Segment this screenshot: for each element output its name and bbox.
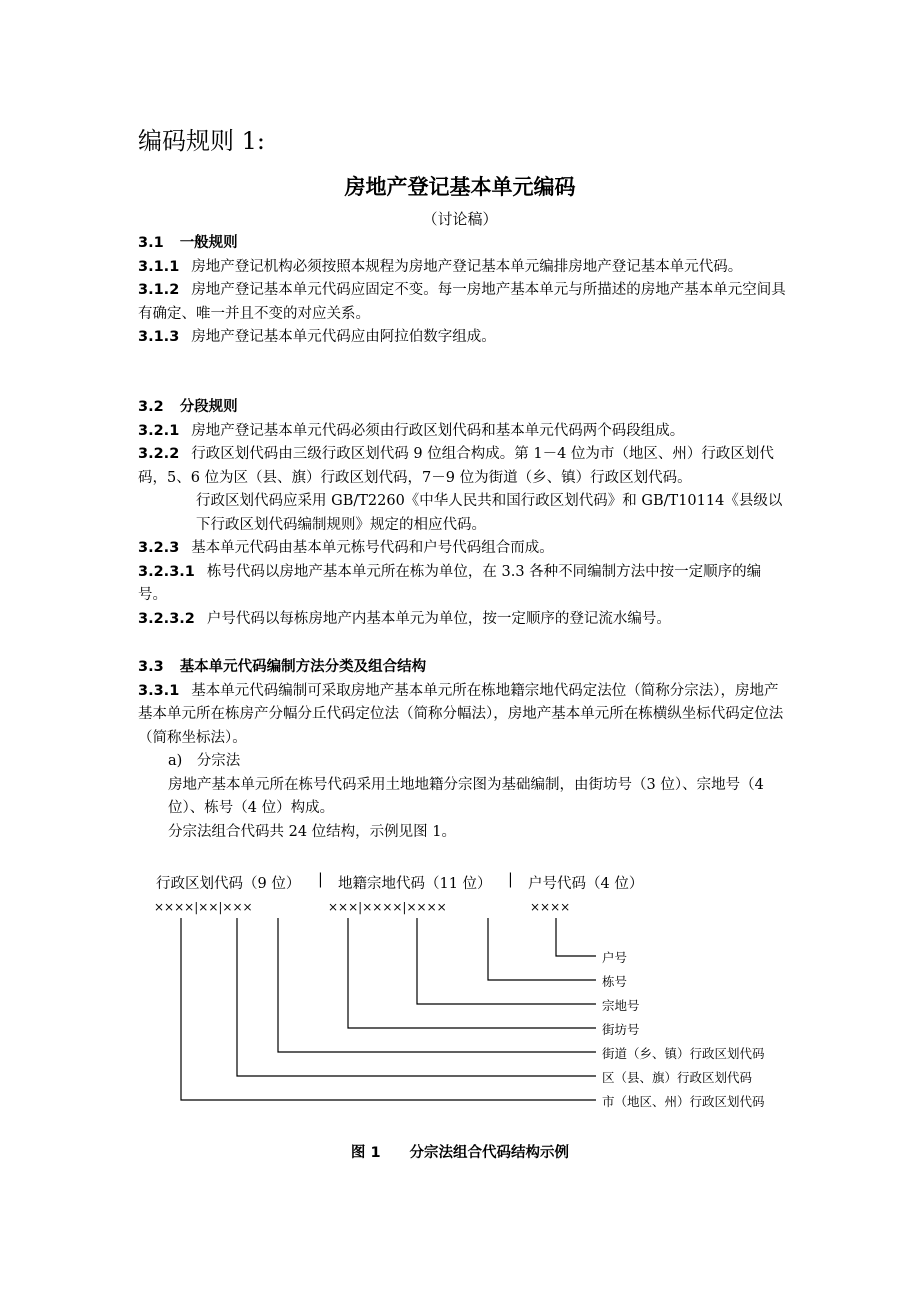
code-structure-diagram [150,872,810,1122]
section-heading: 3.1 一般规则 [138,235,238,251]
label-donghao: 栋号 [602,974,628,989]
section-heading: 3.2 分段规则 [138,399,238,415]
item-a: a) 分宗法 [168,753,241,769]
label-jiefanghao: 街坊号 [602,1022,640,1037]
code-pattern-admin: ××××|××|××× [154,900,253,914]
leader-line-huhao [556,918,596,956]
section-3-2 [138,396,788,631]
paragraph-fenzong-desc: 房地产基本单元所在栋号代码采用土地地籍分宗图为基础编制，由街坊号（3 位）、宗地号（4 位）、栋号（4 位）构成。 [168,776,764,816]
leader-line-zongdihao [417,918,596,1004]
paragraph-3-1-2: 3.1.2 房地产登记基本单元代码应固定不变。每一房地产基本单元与所描述的房地产基本单元空间具有确定、唯一并且不变的对应关系。 [138,282,786,322]
paragraph-3-1-3: 3.1.3 房地产登记基本单元代码应由阿拉伯数字组成。 [138,329,496,345]
header-separator: | [318,872,323,888]
paragraph-3-2-2-cont: 行政区划代码应采用 GB/T2260《中华人民共和国行政区划代码》和 GB/T10114《县级以下行政区划代码编制规则》规定的相应代码。 [196,493,783,533]
section-3-1 [138,232,788,350]
paragraph-fenzong-total: 分宗法组合代码共 24 位结构，示例见图 1。 [168,823,457,840]
header-unit-code: 户号代码（4 位） [528,876,644,892]
paragraph-3-2-2: 3.2.2 行政区划代码由三级行政区划代码 9 位组合构成。第 1－4 位为市（地区、州）行政区划代码，5、6 位为区（县、旗）行政区划代码，7－9 位为街道（乡、镇）行政区划代码。 [138,446,774,486]
figure-caption: 图 1 分宗法组合代码结构示例 [350,1145,570,1161]
header-admin-code: 行政区划代码（9 位） [156,876,301,892]
code-pattern-unit: ×××× [530,900,571,914]
paragraph-3-3-1: 3.3.1 基本单元代码编制可采取房地产基本单元所在栋地籍宗地代码定法位（简称分宗法），房地产基本单元所在栋房产分幅分丘代码定位法（简称分幅法），房地产基本单元所在栋横纵坐标代码定位法（简称坐标法）。 [138,682,784,746]
header-parcel-code: 地籍宗地代码（11 位） [338,876,492,892]
leader-line-jiedao [278,918,596,1052]
label-jiedao-code: 街道（乡、镇）行政区划代码 [602,1046,765,1061]
paragraph-3-1-1: 3.1.1 房地产登记机构必须按照本规程为房地产登记基本单元编排房地产登记基本单元代码。 [138,258,743,275]
rule-title: 编码规则 1: [138,127,265,155]
paragraph-3-2-3-2: 3.2.3.2 户号代码以每栋房地产内基本单元为单位，按一定顺序的登记流水编号。 [138,610,671,627]
code-pattern-parcel: ×××|××××|×××× [328,900,447,914]
label-shi-code: 市（地区、州）行政区划代码 [602,1094,765,1109]
document-title: 房地产登记基本单元编码 [344,175,576,199]
paragraph-3-2-3-1: 3.2.3.1 栋号代码以房地产基本单元所在栋为单位，在 3.3 各种不同编制方法中按一定顺序的编号。 [138,563,762,603]
section-heading: 3.3 基本单元代码编制方法分类及组合结构 [138,659,427,675]
section-3-3 [138,656,788,844]
document-subtitle: （讨论稿） [422,210,498,228]
leader-line-shi [181,918,596,1100]
paragraph-3-2-1: 3.2.1 房地产登记基本单元代码必须由行政区划代码和基本单元代码两个码段组成。 [138,422,685,439]
leader-line-jiefanghao [348,918,596,1028]
label-huhao: 户号 [602,950,628,965]
label-zongdihao: 宗地号 [602,998,640,1013]
label-qu-code: 区（县、旗）行政区划代码 [602,1070,753,1085]
header-separator: | [508,872,513,888]
leader-line-donghao [488,918,596,980]
paragraph-3-2-3: 3.2.3 基本单元代码由基本单元栋号代码和户号代码组合而成。 [138,540,554,556]
